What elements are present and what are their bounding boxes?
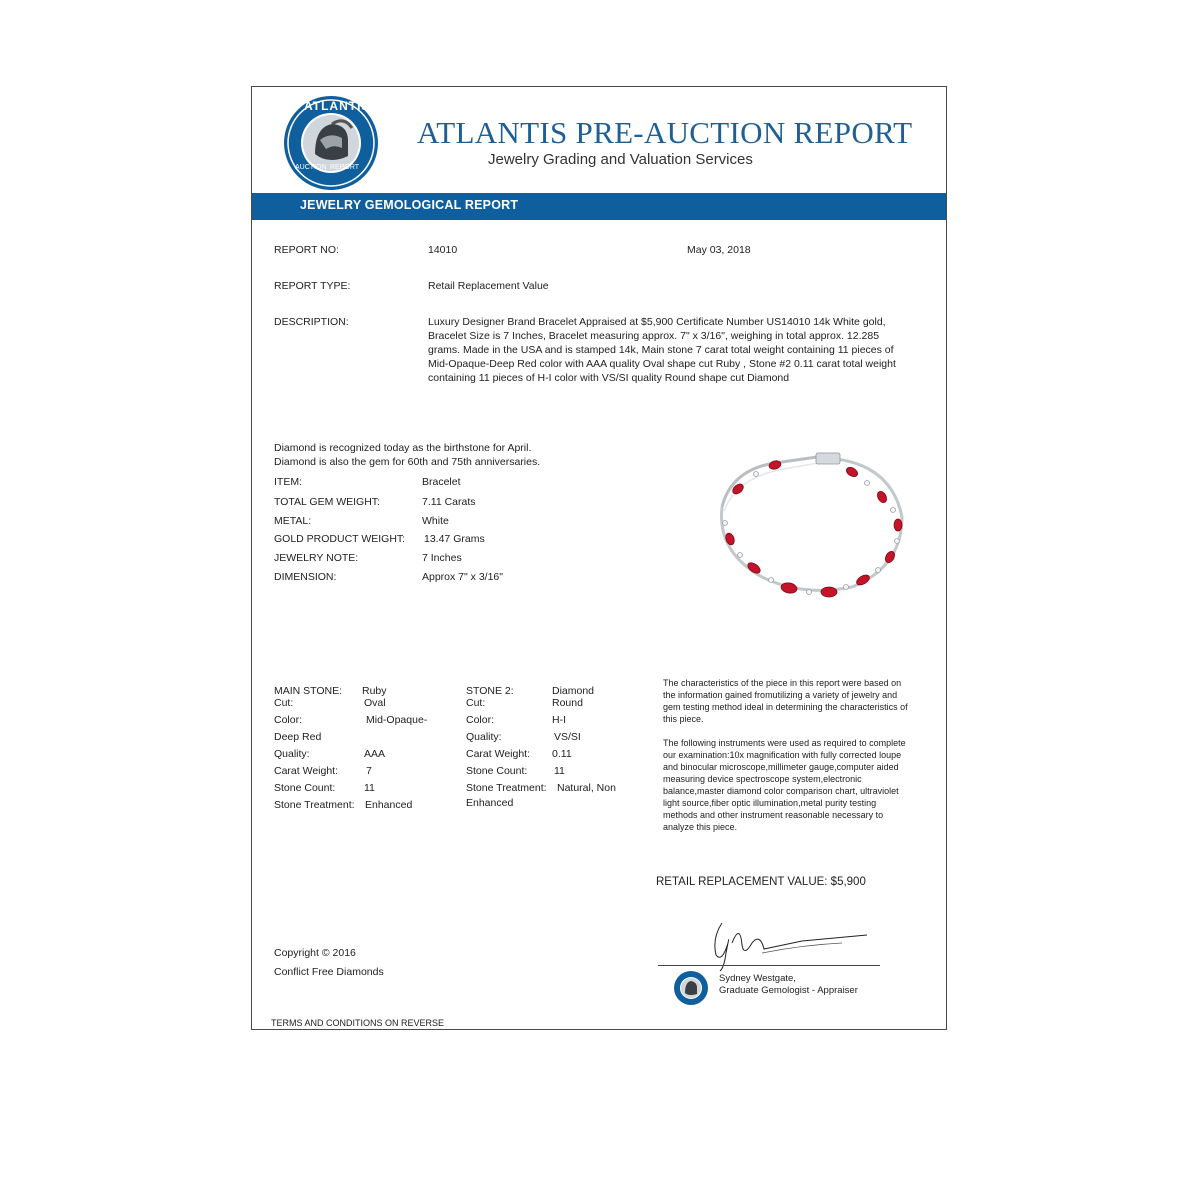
main-quality-label: Quality: [274,748,310,760]
appraiser-name: Sydney Westgate, [719,973,796,984]
signature-line [658,965,880,966]
main-count-value: 11 [364,782,375,794]
main-color-label: Color: [274,714,303,726]
main-count-label: Stone Count: [274,782,336,794]
total-gem-weight-label: TOTAL GEM WEIGHT: [274,496,380,508]
main-treatment-label: Stone Treatment: [274,799,355,811]
retail-value: RETAIL REPLACEMENT VALUE: $5,900 [656,876,866,888]
main-carat-value: 7 [366,765,372,777]
stone2-color-label: Color: [466,714,495,726]
description-text: Luxury Designer Brand Bracelet Appraised at $5,900 Certificate Number US14010 14k White gold, Bracelet Size is 7 Inches, Bracelet measuring approx. 7" x 3/16", weighing in total approx. 12.285 grams. Made in the USA and is stamped 14k, Main stone 7 carat total weight containing 11 pieces of Mid-Opaque-Deep Red color with AAA quality Oval shape cut Ruby , Stone #2 0.11 carat total weight containing 11 pieces of H-I color with VS/SI quality Round shape cut Diamond [428,316,896,384]
main-carat-label: Carat Weight: [274,765,338,777]
gold-weight-value: 13.47 Grams [424,533,485,545]
report-subtitle: Jewelry Grading and Valuation Services [488,151,753,168]
birthstone-line-2: Diamond is also the gem for 60th and 75th anniversaries. [274,456,541,468]
main-treatment-value: Enhanced [365,799,413,811]
stone2-label: STONE 2: [466,685,514,697]
stone2-treatment-value-1: Natural, Non [557,782,616,794]
stone2-count-label: Stone Count: [466,765,528,777]
report-no-value: 14010 [428,244,458,256]
stone2-cut-label: Cut: [466,697,486,709]
notes-paragraph-2: The following instruments were used as required to complete our examination:10x magnification with fully corrected loupe and binocular microscope,millimeter gauge,computer aided measuring device spectroscope system,electronic balance,master diamond color comparison chart, ultraviolet light source,fiber optic illumination,metal purity testing methods and other instrument reasonable necessary to analyze this piece. [663,738,906,832]
stone2-carat-label: Carat Weight: [466,748,530,760]
birthstone-line-1: Diamond is recognized today as the birthstone for April. [274,442,532,454]
logo-bottom-right-text: REPORT [330,164,360,171]
metal-value: White [422,515,449,527]
report-title: ATLANTIS PRE-AUCTION REPORT [417,115,913,150]
atlantis-seal-icon [673,970,709,1006]
gold-weight-label: GOLD PRODUCT WEIGHT: [274,533,406,545]
stone2-quality-value: VS/SI [554,731,581,743]
conflict-free: Conflict Free Diamonds [274,966,384,978]
report-type-value: Retail Replacement Value [428,280,549,292]
main-stone-label: MAIN STONE: [274,685,343,697]
main-stone-value: Ruby [362,685,387,697]
stone2-carat-value: 0.11 [552,748,572,760]
logo-top-text: ATLANTIS [304,99,371,113]
band-title: JEWELRY GEMOLOGICAL REPORT [300,198,519,212]
main-cut-label: Cut: [274,697,294,709]
main-cut-value: Oval [364,697,386,709]
appraiser-signature [652,913,872,973]
stone2-quality-label: Quality: [466,731,502,743]
description-label: DESCRIPTION: [274,316,349,328]
stone2-treatment-label: Stone Treatment: [466,782,547,794]
stone2-color-value: H-I [552,714,566,726]
section-band [252,193,946,220]
logo-bottom-left-text: AUCTION [295,164,327,171]
item-label: ITEM: [274,476,302,488]
report-date: May 03, 2018 [687,244,751,256]
metal-label: METAL: [274,515,312,527]
stone2-value: Diamond [552,685,595,697]
stone2-treatment-value-2: Enhanced [466,797,514,809]
report-type-label: REPORT TYPE: [274,280,351,292]
copyright: Copyright © 2016 [274,947,356,959]
dimension-label: DIMENSION: [274,571,337,583]
total-gem-weight-value: 7.11 Carats [422,496,476,508]
item-value: Bracelet [422,476,461,488]
stone2-count-value: 11 [554,765,565,777]
bracelet-photo [692,447,922,622]
jewelry-note-label: JEWELRY NOTE: [274,552,359,564]
main-color-value-2: Deep Red [274,731,322,743]
report-no-label: REPORT NO: [274,244,339,256]
appraiser-title: Graduate Gemologist - Appraiser [719,985,858,996]
dimension-value: Approx 7" x 3/16" [422,571,504,583]
notes-paragraph-1: The characteristics of the piece in this report were based on the information gained fromutilizing a variety of jewelry and gem testing method ideal in determining the characteristics of this piece. [663,678,908,724]
stone2-cut-value: Round [552,697,583,709]
report-document [251,86,947,1030]
main-quality-value: AAA [364,748,386,760]
main-color-value-1: Mid-Opaque- [366,714,428,726]
jewelry-note-value: 7 Inches [422,552,462,564]
terms-note: TERMS AND CONDITIONS ON REVERSE [271,1018,445,1028]
